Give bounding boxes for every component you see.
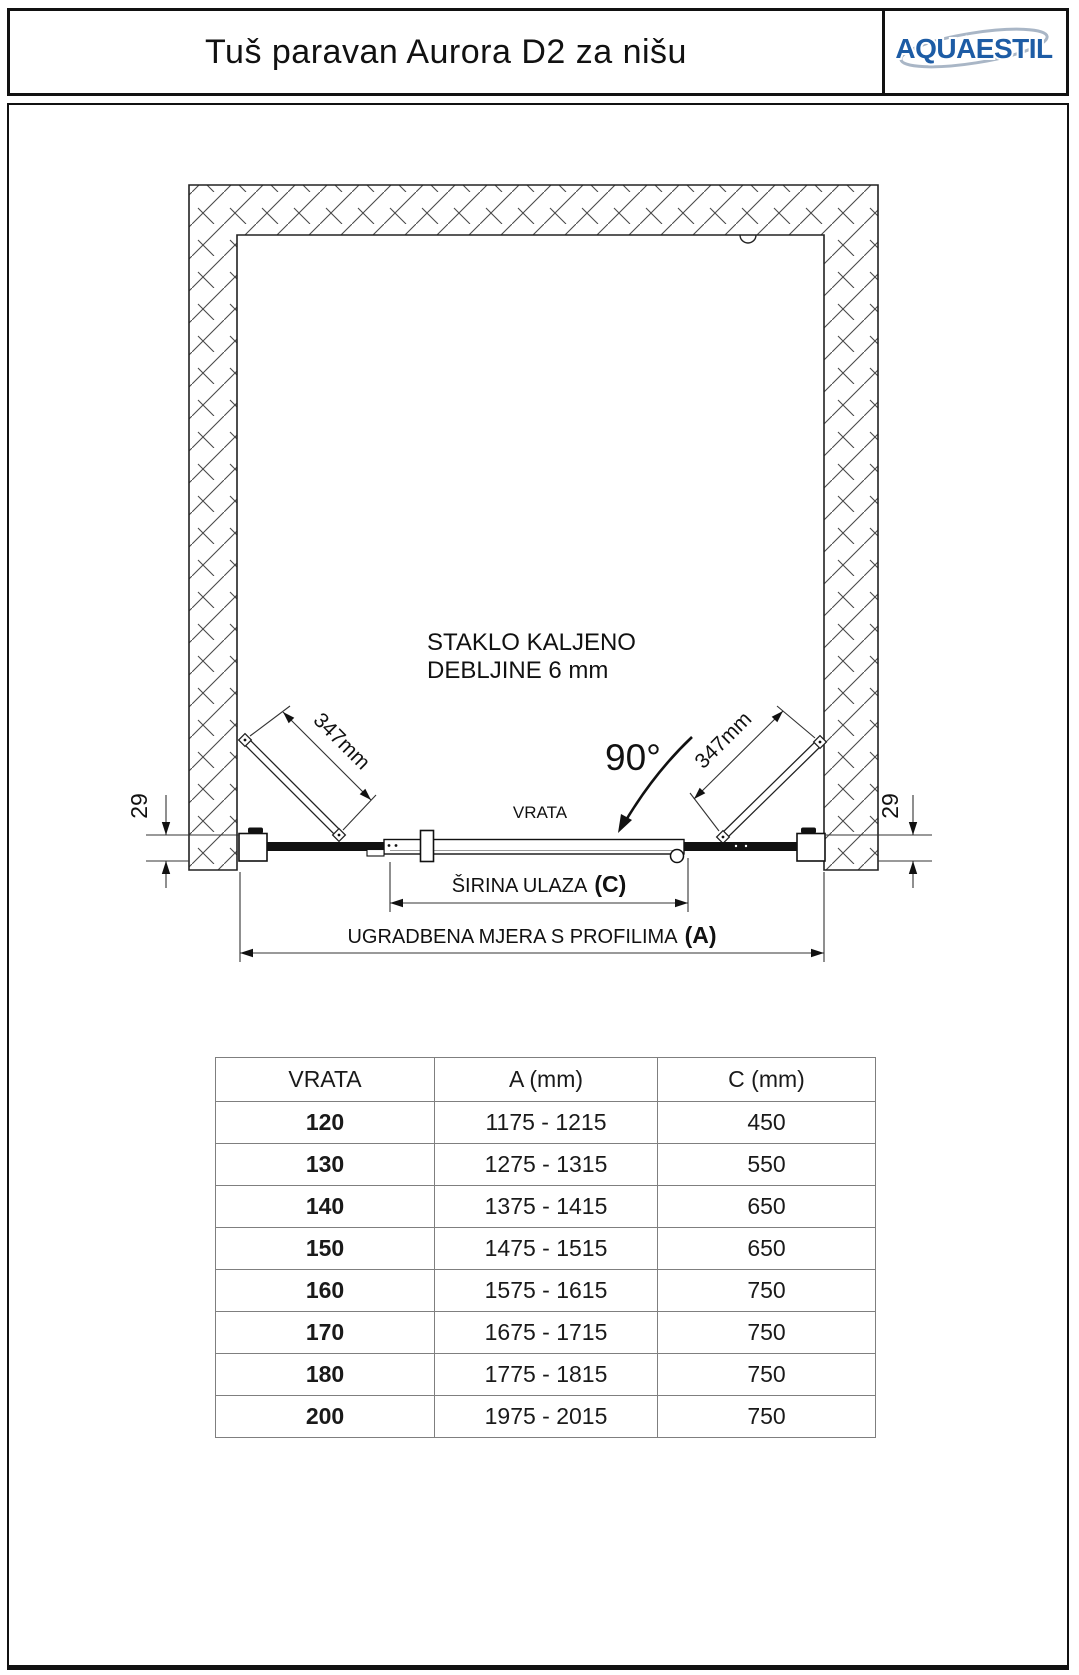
c-cell: 650 (658, 1186, 876, 1228)
size-cell: 160 (216, 1270, 435, 1312)
size-cell: 130 (216, 1144, 435, 1186)
col-header-a: A (mm) (435, 1058, 658, 1102)
c-cell: 750 (658, 1270, 876, 1312)
left-offset-label: 29 (126, 793, 152, 819)
table-row (216, 1102, 876, 1144)
left-pivot-panel (239, 734, 346, 842)
entry-width-text (452, 871, 627, 897)
install-width-label: UGRADBENA MJERA S PROFILIMA (347, 926, 678, 948)
a-cell: 1375 - 1415 (435, 1186, 658, 1228)
col-header-c: C (mm) (658, 1058, 876, 1102)
glass-note-line2: DEBLJINE 6 mm (427, 657, 609, 684)
c-cell: 750 (658, 1354, 876, 1396)
table-row (216, 1396, 876, 1438)
a-cell: 1775 - 1815 (435, 1354, 658, 1396)
dim-arrow (162, 861, 170, 874)
a-cell: 1475 - 1515 (435, 1228, 658, 1270)
door-track-assembly (239, 828, 825, 863)
right-pivot-panel (717, 736, 827, 844)
size-cell: 150 (216, 1228, 435, 1270)
a-cell: 1575 - 1615 (435, 1270, 658, 1312)
size-cell: 140 (216, 1186, 435, 1228)
table-row (216, 1228, 876, 1270)
size-table (215, 1057, 876, 1438)
table-header-row (216, 1058, 876, 1102)
c-cell: 750 (658, 1396, 876, 1438)
logo-text: AQUAESTIL (894, 33, 1053, 64)
dim-arrow (390, 899, 403, 907)
door-roller (671, 850, 684, 863)
page-title: Tuš paravan Aurora D2 za nišu (205, 32, 687, 71)
entry-width-label: ŠIRINA ULAZA (451, 875, 588, 897)
niche-walls (189, 185, 878, 870)
a-cell: 1975 - 2015 (435, 1396, 658, 1438)
install-width-symbol: (A) (684, 922, 717, 948)
ceiling-mount-notch (740, 235, 756, 243)
glass-note-line1: STAKLO KALJENO (427, 629, 636, 656)
left-wall-bracket (239, 834, 267, 862)
dim-arrow (675, 899, 688, 907)
swing-arrow-head (618, 814, 632, 833)
table-row (216, 1270, 876, 1312)
a-cell: 1175 - 1215 (435, 1102, 658, 1144)
c-cell: 650 (658, 1228, 876, 1270)
door-handle (421, 831, 434, 862)
table-row (216, 1312, 876, 1354)
dim-arrow (909, 822, 917, 835)
size-cell: 120 (216, 1102, 435, 1144)
entry-width-symbol: (C) (594, 871, 627, 897)
right-offset-label: 29 (877, 793, 903, 819)
install-width-text (347, 922, 716, 948)
size-cell: 200 (216, 1396, 435, 1438)
dim-arrow (811, 949, 824, 957)
right-wall-bracket (797, 834, 825, 862)
swing-angle-label: 90° (605, 737, 661, 778)
right-panel-dim-label: 347mm (690, 707, 757, 774)
dim-arrow (240, 949, 253, 957)
table-row (216, 1144, 876, 1186)
a-cell: 1675 - 1715 (435, 1312, 658, 1354)
dim-arrow (909, 861, 917, 874)
c-cell: 550 (658, 1144, 876, 1186)
c-cell: 750 (658, 1312, 876, 1354)
table-row (216, 1354, 876, 1396)
a-cell: 1275 - 1315 (435, 1144, 658, 1186)
col-header-size: VRATA (216, 1058, 435, 1102)
dim-arrow (162, 822, 170, 835)
size-cell: 180 (216, 1354, 435, 1396)
table-row (216, 1186, 876, 1228)
door-label: VRATA (512, 803, 568, 822)
c-cell: 450 (658, 1102, 876, 1144)
left-panel-dim-label: 347mm (308, 708, 375, 775)
size-cell: 170 (216, 1312, 435, 1354)
